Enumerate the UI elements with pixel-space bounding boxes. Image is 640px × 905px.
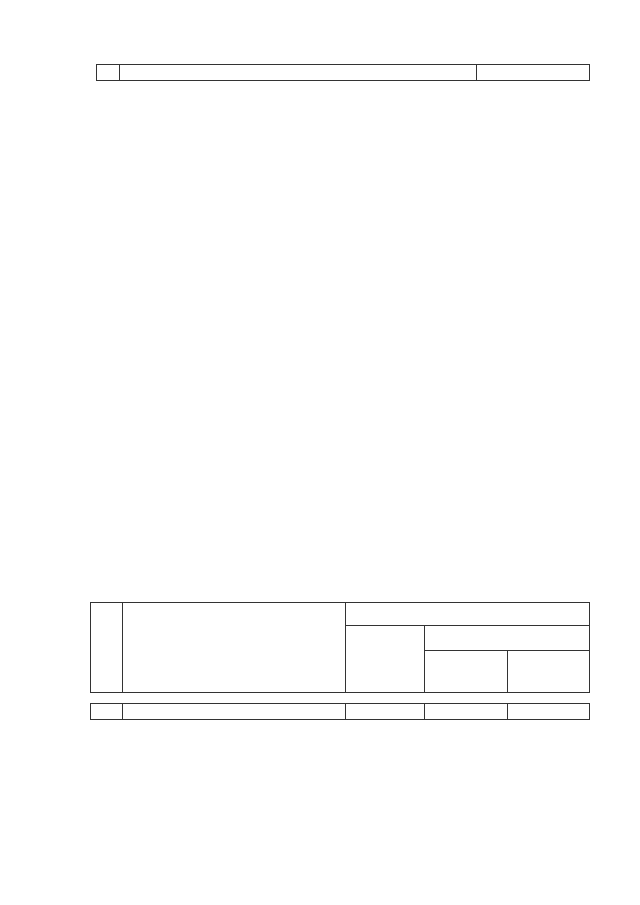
table-row xyxy=(96,361,590,379)
top-header-col-3 xyxy=(476,64,590,81)
top-header-col-2 xyxy=(119,64,477,81)
table-row xyxy=(96,379,590,397)
top-header-col-1 xyxy=(96,64,120,81)
